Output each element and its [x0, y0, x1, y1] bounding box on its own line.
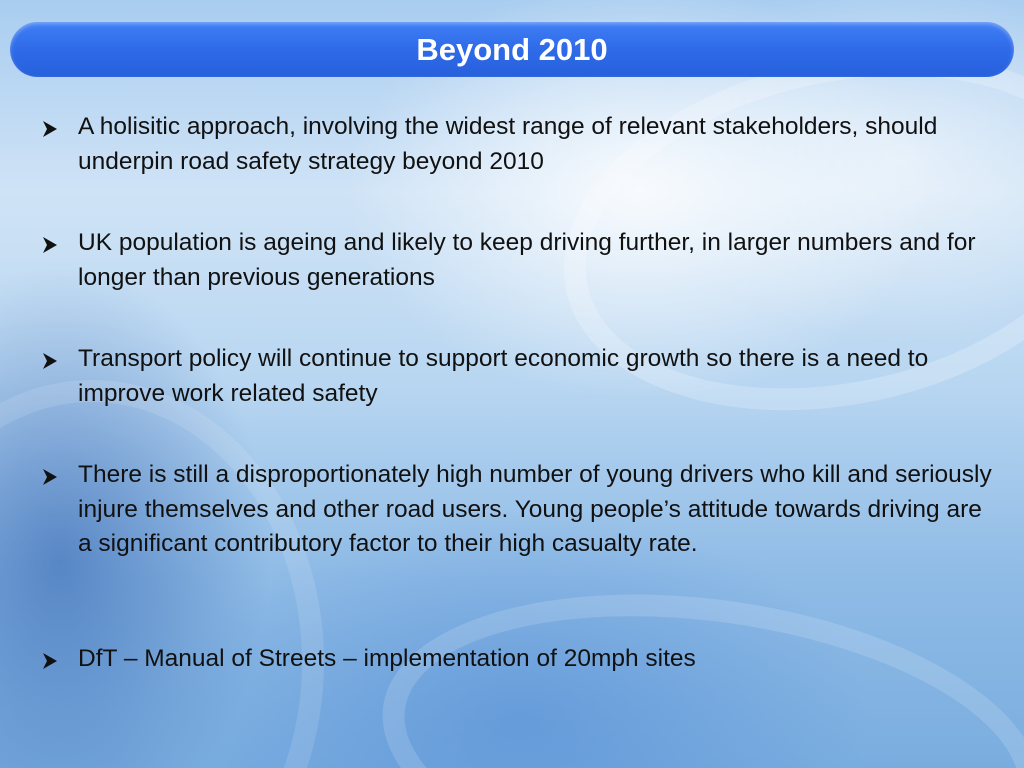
arrowhead-bullet-icon — [40, 351, 60, 371]
slide-title: Beyond 2010 — [416, 31, 608, 67]
title-bar — [10, 22, 1014, 77]
arrowhead-bullet-icon — [40, 467, 60, 487]
bullet-text: There is still a disproportionately high number of young drivers who kill and seriously injure themselves and other road users. Young people’s attitude towards driving are a significant contributory factor to their high casualty rate. — [78, 461, 992, 557]
bullet-item — [40, 342, 1000, 411]
background-swirl-decoration — [0, 380, 324, 768]
bullet-item — [40, 110, 1000, 179]
bullet-text: UK population is ageing and likely to keep driving further, in larger numbers and for longer than previous generations — [78, 229, 976, 291]
bullet-text: A holisitic approach, involving the widest range of relevant stakeholders, should underpin road safety strategy beyond 2010 — [78, 113, 938, 175]
arrowhead-bullet-icon — [40, 235, 60, 255]
bullet-item — [40, 226, 1000, 295]
bullet-text: DfT – Manual of Streets – implementation of 20mph sites — [78, 645, 696, 672]
bullet-item — [40, 458, 1000, 562]
bullet-item — [40, 642, 696, 677]
bullet-text: Transport policy will continue to support economic growth so there is a need to improve work related safety — [78, 345, 929, 407]
arrowhead-bullet-icon — [40, 651, 60, 671]
arrowhead-bullet-icon — [40, 119, 60, 139]
